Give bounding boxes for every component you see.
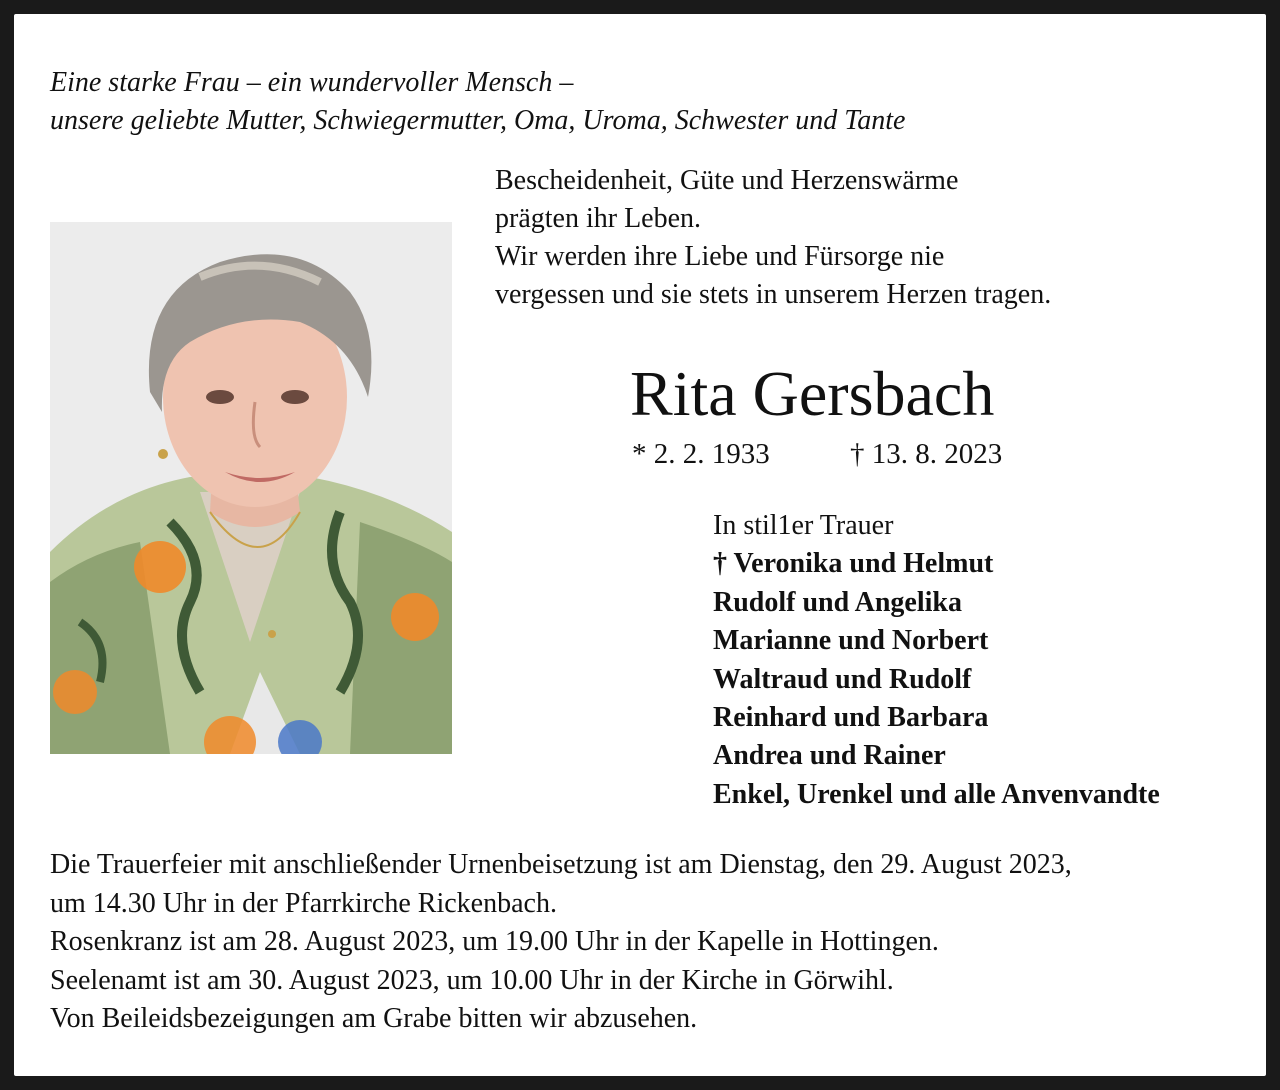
mourner-entry: Marianne und Norbert [713, 625, 989, 657]
mourner-entry: Waltraud und Rudolf [713, 663, 972, 695]
mourner-entry: Reinhard und Barbara [713, 702, 989, 734]
service-line: Rosenkranz ist am 28. August 2023, um 19.00 Uhr in der Kapelle in Hottingen. [50, 926, 939, 957]
intro-line-1: Eine starke Frau – ein wundervoller Mensch – [50, 67, 574, 98]
birth-date: * 2. 2. 1933 [632, 438, 770, 470]
portrait-photo [50, 222, 452, 754]
life-dates [632, 436, 1003, 472]
quote-line: vergessen und sie stets in unserem Herzen tragen. [495, 279, 1052, 310]
mourning-phrase: In stil1er Trauer [713, 510, 894, 541]
mourner-entry: Enkel, Urenkel und alle Anvenvandte [713, 778, 1160, 810]
memorial-quote [495, 162, 1051, 314]
service-line: Seelenamt ist am 30. August 2023, um 10.00 Uhr in der Kirche in Görwihl. [50, 964, 894, 996]
service-line: um 14.30 Uhr in der Pfarrkirche Rickenbach. [50, 887, 557, 919]
service-line: Die Trauerfeier mit anschließender Urnenbeisetzung ist am Dienstag, den 29. August 2023, [50, 849, 1072, 880]
intro-text [50, 64, 905, 140]
quote-line: Bescheidenheit, Güte und Herzenswärme [495, 165, 959, 196]
intro-line-2: unsere geliebte Mutter, Schwiegermutter, Oma, Uroma, Schwester und Tante [50, 105, 906, 136]
mourners-list [713, 507, 1160, 814]
mourner-entry: Andrea und Rainer [713, 740, 946, 772]
mourner-entry: Rudolf und Angelika [713, 586, 962, 618]
death-date: † 13. 8. 2023 [850, 438, 1003, 470]
portrait-illustration [50, 222, 452, 754]
service-line: Von Beileidsbezeigungen am Grabe bitten wir abzusehen. [50, 1003, 698, 1034]
obituary-notice [14, 14, 1266, 1076]
deceased-name: Rita Gersbach [630, 358, 995, 429]
service-details [50, 846, 1072, 1039]
mourner-entry: † Veronika und Helmut [713, 548, 994, 580]
quote-line: Wir werden ihre Liebe und Fürsorge nie [495, 241, 945, 272]
quote-line: prägten ihr Leben. [495, 203, 702, 234]
